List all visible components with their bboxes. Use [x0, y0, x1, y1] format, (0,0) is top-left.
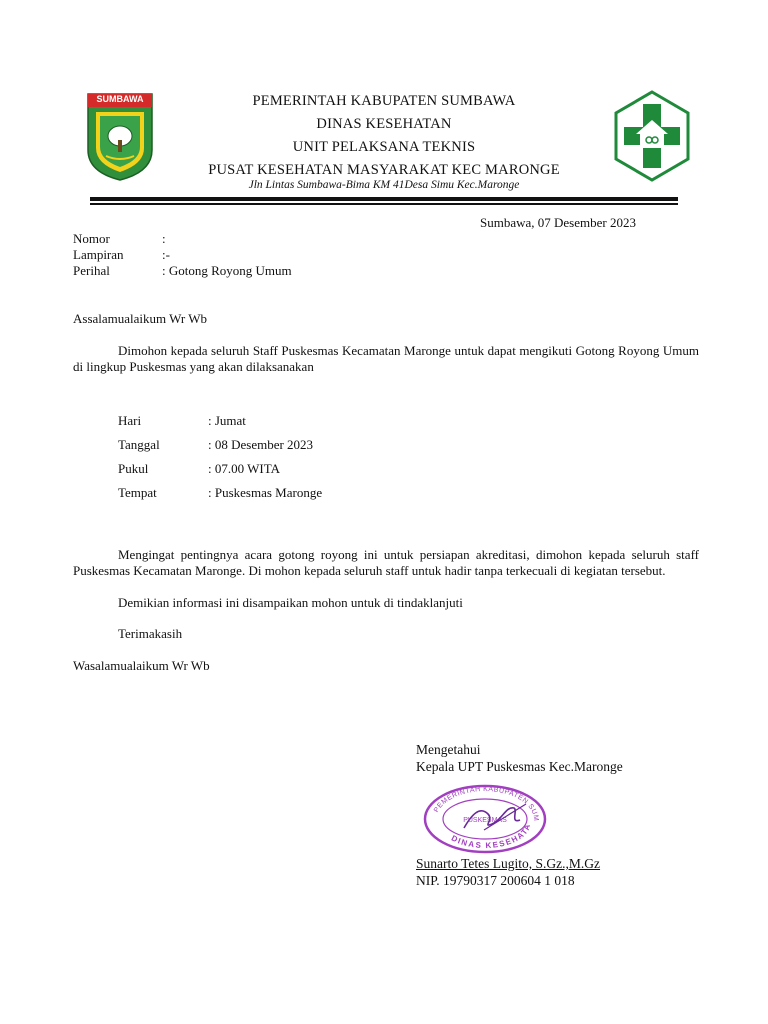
- event-value-time: : 07.00 WITA: [208, 461, 281, 476]
- meta-value-nomor: :: [162, 231, 166, 246]
- meta-value-perihal: : Gotong Royong Umum: [162, 263, 292, 278]
- stamp-seal-icon: [422, 784, 548, 854]
- meta-label-lampiran: Lampiran: [73, 247, 124, 262]
- logo-left-text: SUMBAWA: [96, 94, 144, 104]
- meta-value-lampiran: :-: [162, 247, 170, 262]
- paragraph-reminder: Mengingat pentingnya acara gotong royong ini untuk persiapan akreditasi, dimohon kepada seluruh staff Puskesmas Kecamatan Maronge. Di mohon kepada seluruh staff untuk hadir tanpa terkecuali di kegiatan tersebut.: [73, 547, 699, 578]
- closing-greeting: Wasalamualaikum Wr Wb: [73, 658, 210, 673]
- svg-text:DINAS KESEHATAN: DINAS KESEHATA: [449, 821, 533, 851]
- greeting: Assalamualaikum Wr Wb: [73, 311, 208, 326]
- meta-label-nomor: Nomor: [73, 231, 110, 246]
- event-value-place: : Puskesmas Maronge: [208, 485, 323, 500]
- event-label-place: Tempat: [118, 485, 157, 500]
- signatory-nip: NIP. 19790317 200604 1 018: [416, 873, 575, 888]
- header-line-unit: UNIT PELAKSANA TEKNIS: [292, 139, 476, 155]
- header-line-department: DINAS KESEHATAN: [316, 116, 452, 132]
- event-label-day: Hari: [118, 413, 142, 428]
- header-address: Jln Lintas Sumbawa-Bima KM 41Desa Simu Kec.Maronge: [248, 179, 520, 191]
- place-date: Sumbawa, 07 Desember 2023: [480, 215, 636, 230]
- header-line-government: PEMERINTAH KABUPATEN SUMBAWA: [252, 93, 516, 109]
- header-line-puskesmas: PUSAT KESEHATAN MASYARAKAT KEC MARONGE: [208, 162, 560, 178]
- event-label-time: Pukul: [118, 461, 149, 476]
- thanks-text: Terimakasih: [118, 626, 183, 641]
- meta-label-perihal: Perihal: [73, 263, 110, 278]
- official-stamp: [422, 784, 548, 854]
- header-divider-thick: [90, 197, 678, 201]
- event-label-date: Tanggal: [118, 437, 160, 452]
- svg-text:PEMERINTAH KABUPATEN SUMBAWA: PEMERINTAH KABUPATEN SUM: [433, 785, 540, 822]
- event-value-day: : Jumat: [208, 413, 246, 428]
- signature-position: Kepala UPT Puskesmas Kec.Maronge: [416, 759, 623, 774]
- header-divider-thin: [90, 203, 678, 205]
- svg-text:PUSKESMAS: PUSKESMAS: [463, 817, 507, 824]
- paragraph-invitation: Dimohon kepada seluruh Staff Puskesmas Kecamatan Maronge untuk dapat mengikuti Gotong Royong Umum di lingkup Puskesmas yang akan dilaksanakan: [73, 343, 699, 374]
- event-value-date: : 08 Desember 2023: [208, 437, 314, 452]
- signatory-name: Sunarto Tetes Lugito, S.Gz.,M.Gz: [416, 856, 601, 871]
- signature-acknowledged: Mengetahui: [416, 742, 481, 757]
- paragraph-closing-note: Demikian informasi ini disampaikan mohon untuk di tindaklanjuti: [118, 595, 463, 610]
